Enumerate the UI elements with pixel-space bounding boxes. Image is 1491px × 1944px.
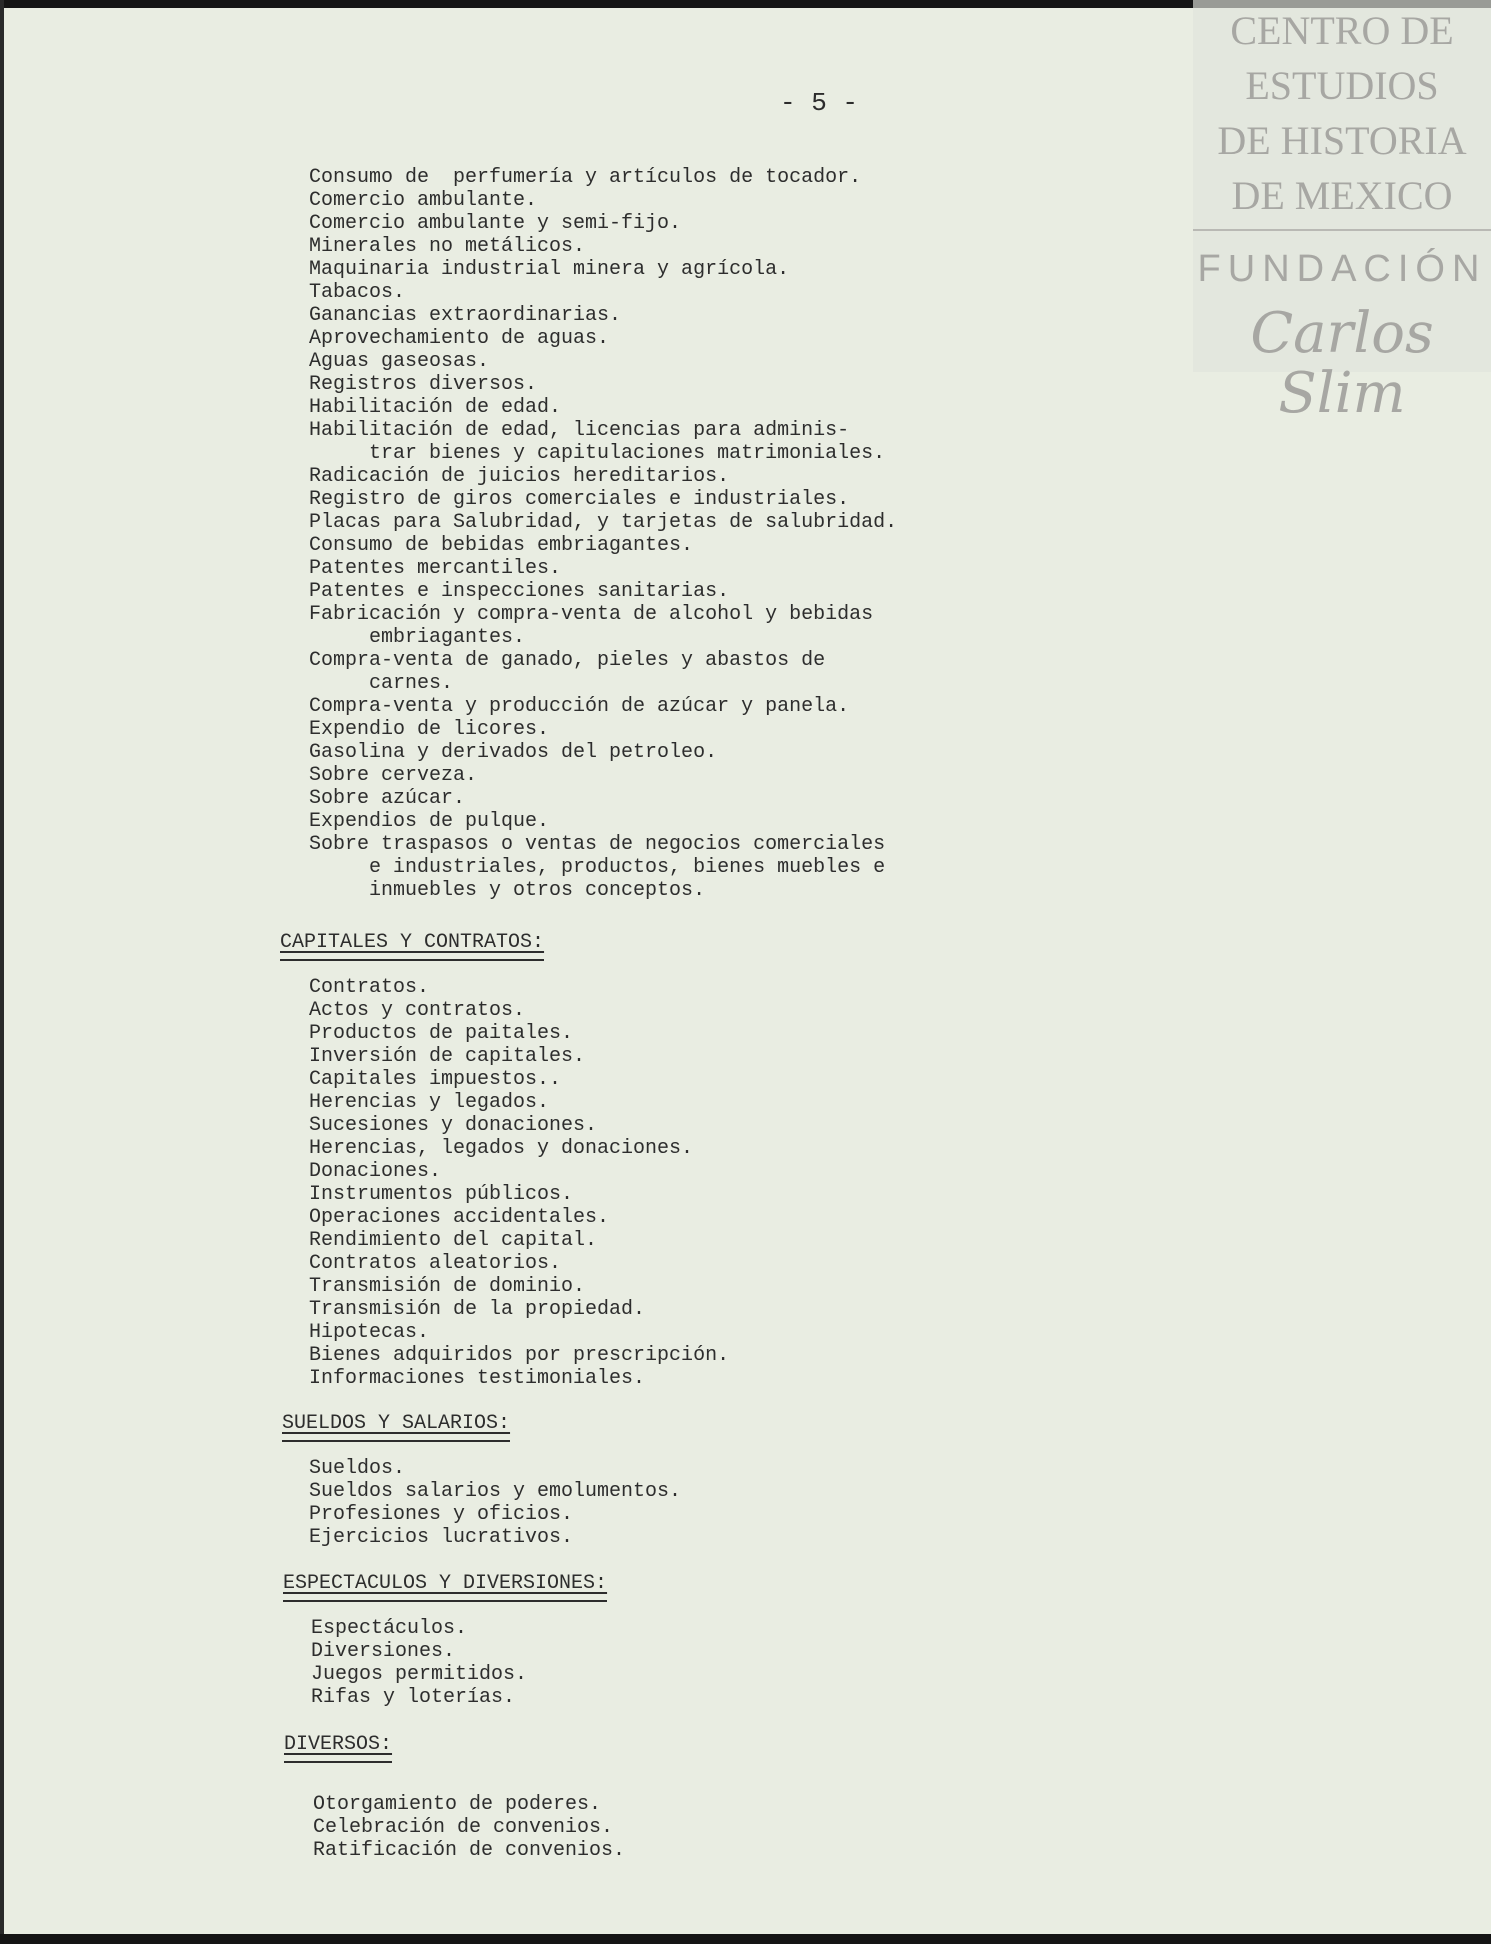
list-item: Sueldos. <box>309 1457 406 1480</box>
list-item: Expendio de licores. <box>309 718 550 741</box>
list-item: Contratos aleatorios. <box>309 1252 562 1275</box>
watermark-line: DE MEXICO <box>1231 173 1453 218</box>
section-heading: SUELDOS Y SALARIOS: <box>282 1412 510 1442</box>
list-item: Expendios de pulque. <box>309 810 550 833</box>
list-item: Profesiones y oficios. <box>309 1503 574 1526</box>
list-item: Habilitación de edad, licencias para adminis- <box>309 419 850 442</box>
list-item: Compra-venta de ganado, pieles y abastos de <box>309 649 826 672</box>
watermark-foundation: FUNDACIÓN <box>1197 248 1487 290</box>
list-item: Otorgamiento de poderes. <box>313 1793 602 1816</box>
list-item: Habilitación de edad. <box>309 396 562 419</box>
list-item: Rendimiento del capital. <box>309 1229 598 1252</box>
list-item: Hipotecas. <box>309 1321 430 1344</box>
list-item: Placas para Salubridad, y tarjetas de salubridad. <box>309 511 898 534</box>
list-item: Sucesiones y donaciones. <box>309 1114 598 1137</box>
watermark-line: CENTRO DE <box>1230 8 1454 53</box>
list-item: carnes. <box>309 672 454 695</box>
list-item: Patentes mercantiles. <box>309 557 562 580</box>
list-item: Juegos permitidos. <box>311 1663 528 1686</box>
list-item: Fabricación y compra-venta de alcohol y bebidas <box>309 603 874 626</box>
watermark-signature-logo: Carlos Slim <box>1250 301 1434 426</box>
list-item: Maquinaria industrial minera y agrícola. <box>309 258 790 281</box>
list-item: Compra-venta y producción de azúcar y panela. <box>309 695 850 718</box>
list-item: Contratos. <box>309 976 430 999</box>
watermark-line: DE HISTORIA <box>1217 118 1467 163</box>
list-item: Patentes e inspecciones sanitarias. <box>309 580 730 603</box>
watermark-divider <box>1193 229 1491 231</box>
list-item: Actos y contratos. <box>309 999 526 1022</box>
list-item: Bienes adquiridos por prescripción. <box>309 1344 730 1367</box>
list-item: Registro de giros comerciales e industriales. <box>309 488 850 511</box>
section-heading: ESPECTACULOS Y DIVERSIONES: <box>283 1572 607 1602</box>
list-item: Gasolina y derivados del petroleo. <box>309 741 718 764</box>
list-item: Sobre azúcar. <box>309 787 466 810</box>
list-item: inmuebles y otros conceptos. <box>309 879 706 902</box>
list-item: Inversión de capitales. <box>309 1045 586 1068</box>
list-item: Sobre traspasos o ventas de negocios comerciales <box>309 833 886 856</box>
list-item: Celebración de convenios. <box>313 1816 614 1839</box>
page-number: - 5 - <box>780 88 859 118</box>
list-item: Productos de paitales. <box>309 1022 574 1045</box>
list-item: Herencias y legados. <box>309 1091 550 1114</box>
list-item: Ganancias extraordinarias. <box>309 304 622 327</box>
scan-edge-left <box>0 0 4 1944</box>
list-item: Aprovechamiento de aguas. <box>309 327 610 350</box>
list-item: e industriales, productos, bienes muebles e <box>309 856 886 879</box>
list-item: Espectáculos. <box>311 1617 468 1640</box>
list-item: Herencias, legados y donaciones. <box>309 1137 694 1160</box>
section-heading: DIVERSOS: <box>284 1733 392 1763</box>
list-item: Sueldos salarios y emolumentos. <box>309 1480 682 1503</box>
list-item: Transmisión de la propiedad. <box>309 1298 646 1321</box>
list-item: Consumo de bebidas embriagantes. <box>309 534 694 557</box>
list-item: Capitales impuestos.. <box>309 1068 562 1091</box>
archive-watermark <box>1193 0 1491 426</box>
list-item: embriagantes. <box>309 626 526 649</box>
list-item: Rifas y loterías. <box>311 1686 516 1709</box>
list-item: Minerales no metálicos. <box>309 235 586 258</box>
watermark-line: ESTUDIOS <box>1245 63 1439 108</box>
list-item: Informaciones testimoniales. <box>309 1367 646 1390</box>
section-heading: CAPITALES Y CONTRATOS: <box>280 931 544 961</box>
list-item: Transmisión de dominio. <box>309 1275 586 1298</box>
list-item: Radicación de juicios hereditarios. <box>309 465 730 488</box>
list-item: Tabacos. <box>309 281 406 304</box>
list-item: Sobre cerveza. <box>309 764 478 787</box>
list-item: Diversiones. <box>311 1640 456 1663</box>
scan-edge-bottom <box>0 1934 1491 1944</box>
list-item: Donaciones. <box>309 1160 442 1183</box>
list-item: Operaciones accidentales. <box>309 1206 610 1229</box>
list-item: Consumo de perfumería y artículos de tocador. <box>309 166 862 189</box>
list-item: Aguas gaseosas. <box>309 350 490 373</box>
list-item: Ejercicios lucrativos. <box>309 1526 574 1549</box>
list-item: Registros diversos. <box>309 373 538 396</box>
list-item: Comercio ambulante y semi-fijo. <box>309 212 682 235</box>
list-item: trar bienes y capitulaciones matrimoniales. <box>309 442 886 465</box>
list-item: Comercio ambulante. <box>309 189 538 212</box>
list-item: Instrumentos públicos. <box>309 1183 574 1206</box>
list-item: Ratificación de convenios. <box>313 1839 626 1862</box>
